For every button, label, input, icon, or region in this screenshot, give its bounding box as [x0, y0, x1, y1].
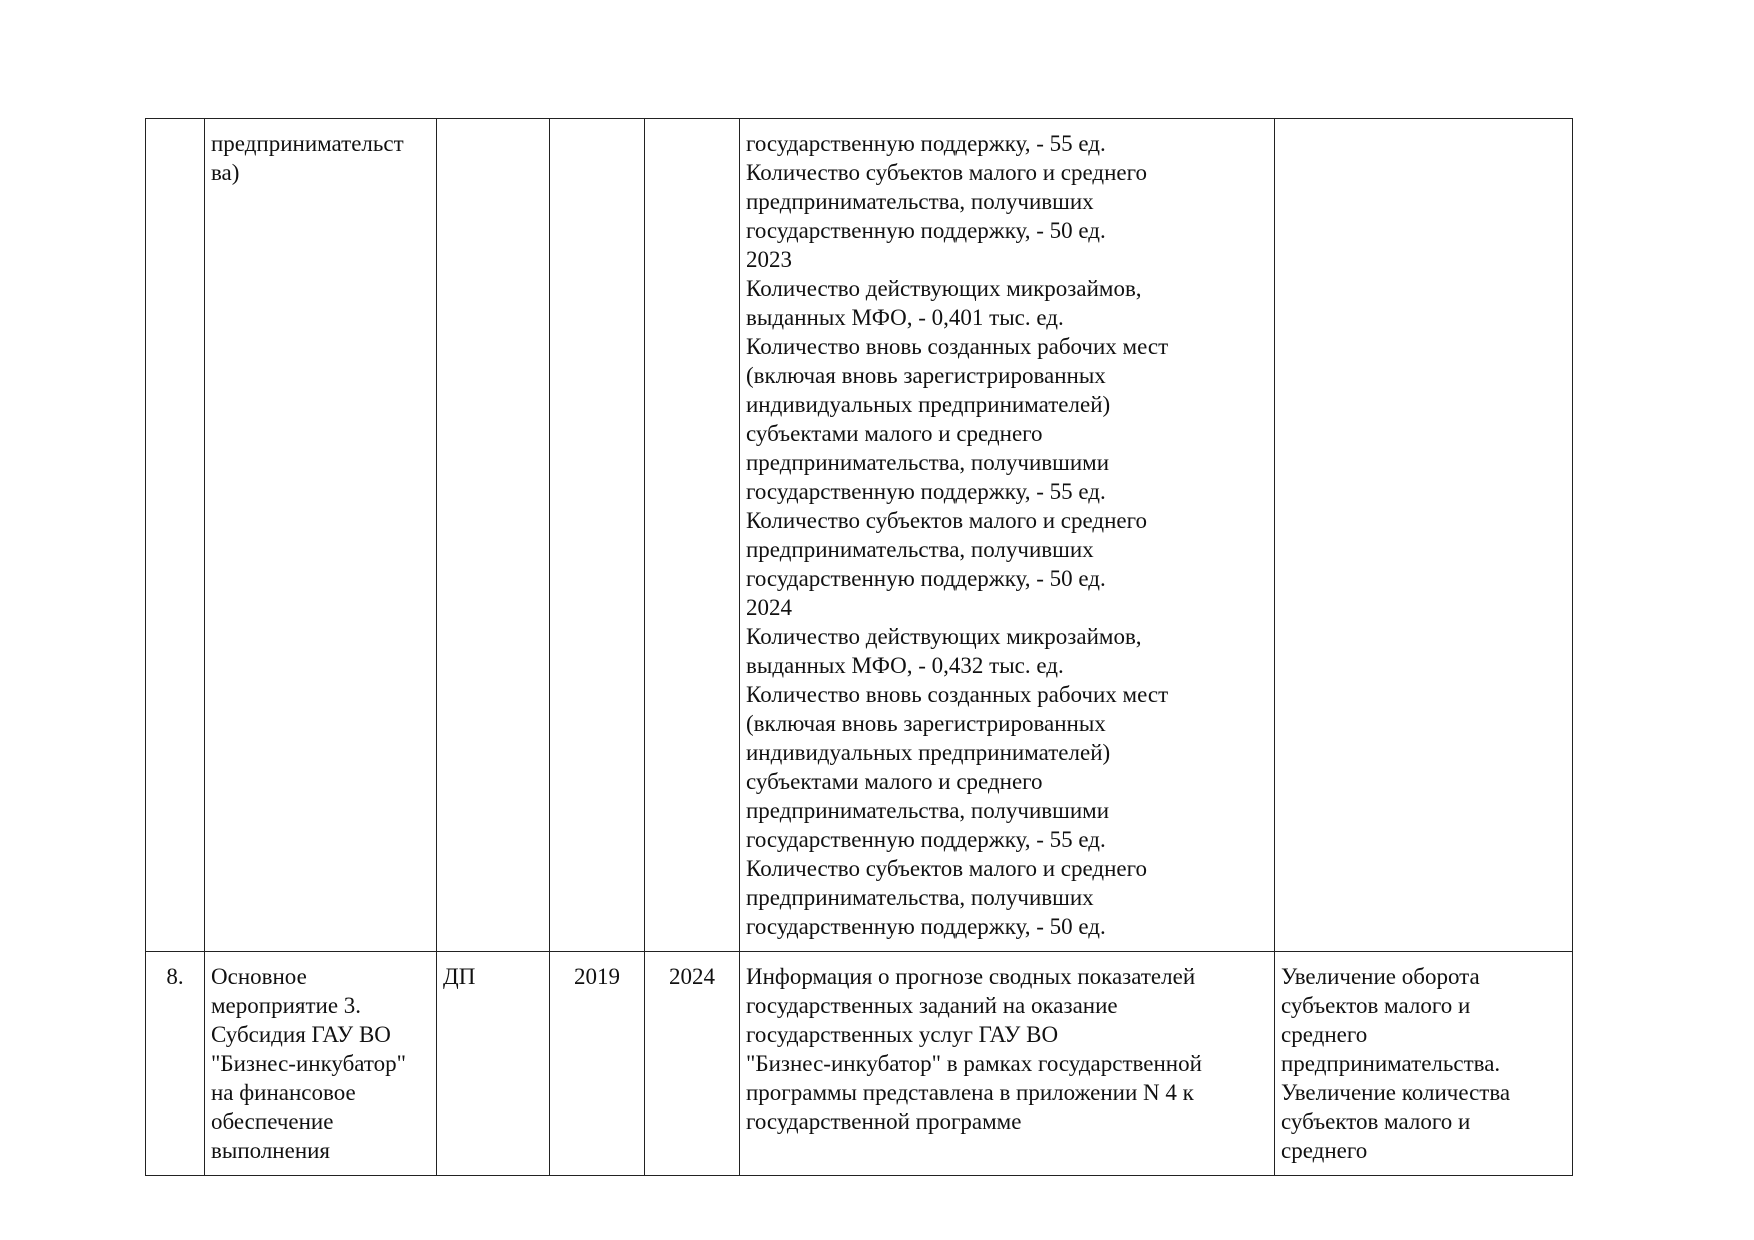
indicator-line: государственную поддержку, - 50 ед. [746, 914, 1106, 939]
indicator-line: государственную поддержку, - 50 ед. [746, 566, 1106, 591]
row-number-cell [146, 119, 205, 952]
executor-cell: ДП [437, 952, 550, 1176]
results-cell [1275, 952, 1573, 1176]
measure-name-line: предпринимательст [211, 131, 404, 156]
table-row [146, 119, 1573, 952]
indicator-line: субъектами малого и среднего [746, 769, 1043, 794]
result-line: предпринимательства. [1281, 1051, 1501, 1076]
indicator-line: государственных услуг ГАУ ВО [746, 1022, 1059, 1047]
indicator-line: индивидуальных предпринимателей) [746, 740, 1111, 765]
indicator-line: государственную поддержку, - 55 ед. [746, 827, 1106, 852]
indicator-line: Количество субъектов малого и среднего [746, 508, 1147, 533]
measure-name-cell [205, 952, 437, 1176]
result-line: Увеличение оборота [1281, 964, 1480, 989]
measure-name-line: Основное [211, 964, 307, 989]
indicator-line: (включая вновь зарегистрированных [746, 711, 1106, 736]
indicator-line: выданных МФО, - 0,432 тыс. ед. [746, 653, 1064, 678]
indicator-line: государственных заданий на оказание [746, 993, 1118, 1018]
indicator-line: предпринимательства, получивших [746, 537, 1094, 562]
start-year-cell [550, 119, 645, 952]
indicator-line: Количество вновь созданных рабочих мест [746, 334, 1169, 359]
indicator-line: программы представлена в приложении N 4 к [746, 1080, 1194, 1105]
measure-name-line: на финансовое [211, 1080, 356, 1105]
measure-name-line: мероприятие 3. [211, 993, 362, 1018]
indicator-line: государственную поддержку, - 55 ед. [746, 131, 1106, 156]
executor-cell [437, 119, 550, 952]
measure-name-line: Субсидия ГАУ ВО [211, 1022, 391, 1047]
indicator-line: Информация о прогнозе сводных показателей [746, 964, 1196, 989]
indicator-line: субъектами малого и среднего [746, 421, 1043, 446]
end-year-cell: 2024 [645, 952, 740, 1176]
indicator-line: государственной программе [746, 1109, 1022, 1134]
result-line: субъектов малого и [1281, 1109, 1471, 1134]
indicator-line: государственную поддержку, - 55 ед. [746, 479, 1106, 504]
indicator-line: предпринимательства, получившими [746, 450, 1110, 475]
results-cell [1275, 119, 1573, 952]
indicators-cell [740, 952, 1275, 1176]
indicator-line: Количество действующих микрозаймов, [746, 276, 1142, 301]
indicator-year-line: 2023 [746, 247, 792, 272]
result-line: субъектов малого и [1281, 993, 1471, 1018]
indicator-line: Количество вновь созданных рабочих мест [746, 682, 1169, 707]
result-line: среднего [1281, 1022, 1368, 1047]
indicator-line: выданных МФО, - 0,401 тыс. ед. [746, 305, 1064, 330]
measure-name-cell [205, 119, 437, 952]
indicator-line: (включая вновь зарегистрированных [746, 363, 1106, 388]
row-number-cell: 8. [146, 952, 205, 1176]
indicator-line: Количество субъектов малого и среднего [746, 856, 1147, 881]
result-line: среднего [1281, 1138, 1368, 1163]
indicators-cell [740, 119, 1275, 952]
measure-name-line: "Бизнес-инкубатор" [211, 1051, 407, 1076]
indicator-line: Количество действующих микрозаймов, [746, 624, 1142, 649]
indicator-line: предпринимательства, получивших [746, 189, 1094, 214]
measure-name-line: ва) [211, 160, 240, 185]
indicator-line: "Бизнес-инкубатор" в рамках государственной [746, 1051, 1202, 1076]
measure-name-line: обеспечение [211, 1109, 334, 1134]
indicator-line: предпринимательства, получившими [746, 798, 1110, 823]
start-year-cell: 2019 [550, 952, 645, 1176]
end-year-cell [645, 119, 740, 952]
indicator-line: индивидуальных предпринимателей) [746, 392, 1111, 417]
result-line: Увеличение количества [1281, 1080, 1511, 1105]
indicator-line: государственную поддержку, - 50 ед. [746, 218, 1106, 243]
table-row [146, 952, 1573, 1176]
indicator-year-line: 2024 [746, 595, 792, 620]
measures-table [145, 118, 1573, 1176]
indicator-line: Количество субъектов малого и среднего [746, 160, 1147, 185]
measure-name-line: выполнения [211, 1138, 331, 1163]
indicator-line: предпринимательства, получивших [746, 885, 1094, 910]
